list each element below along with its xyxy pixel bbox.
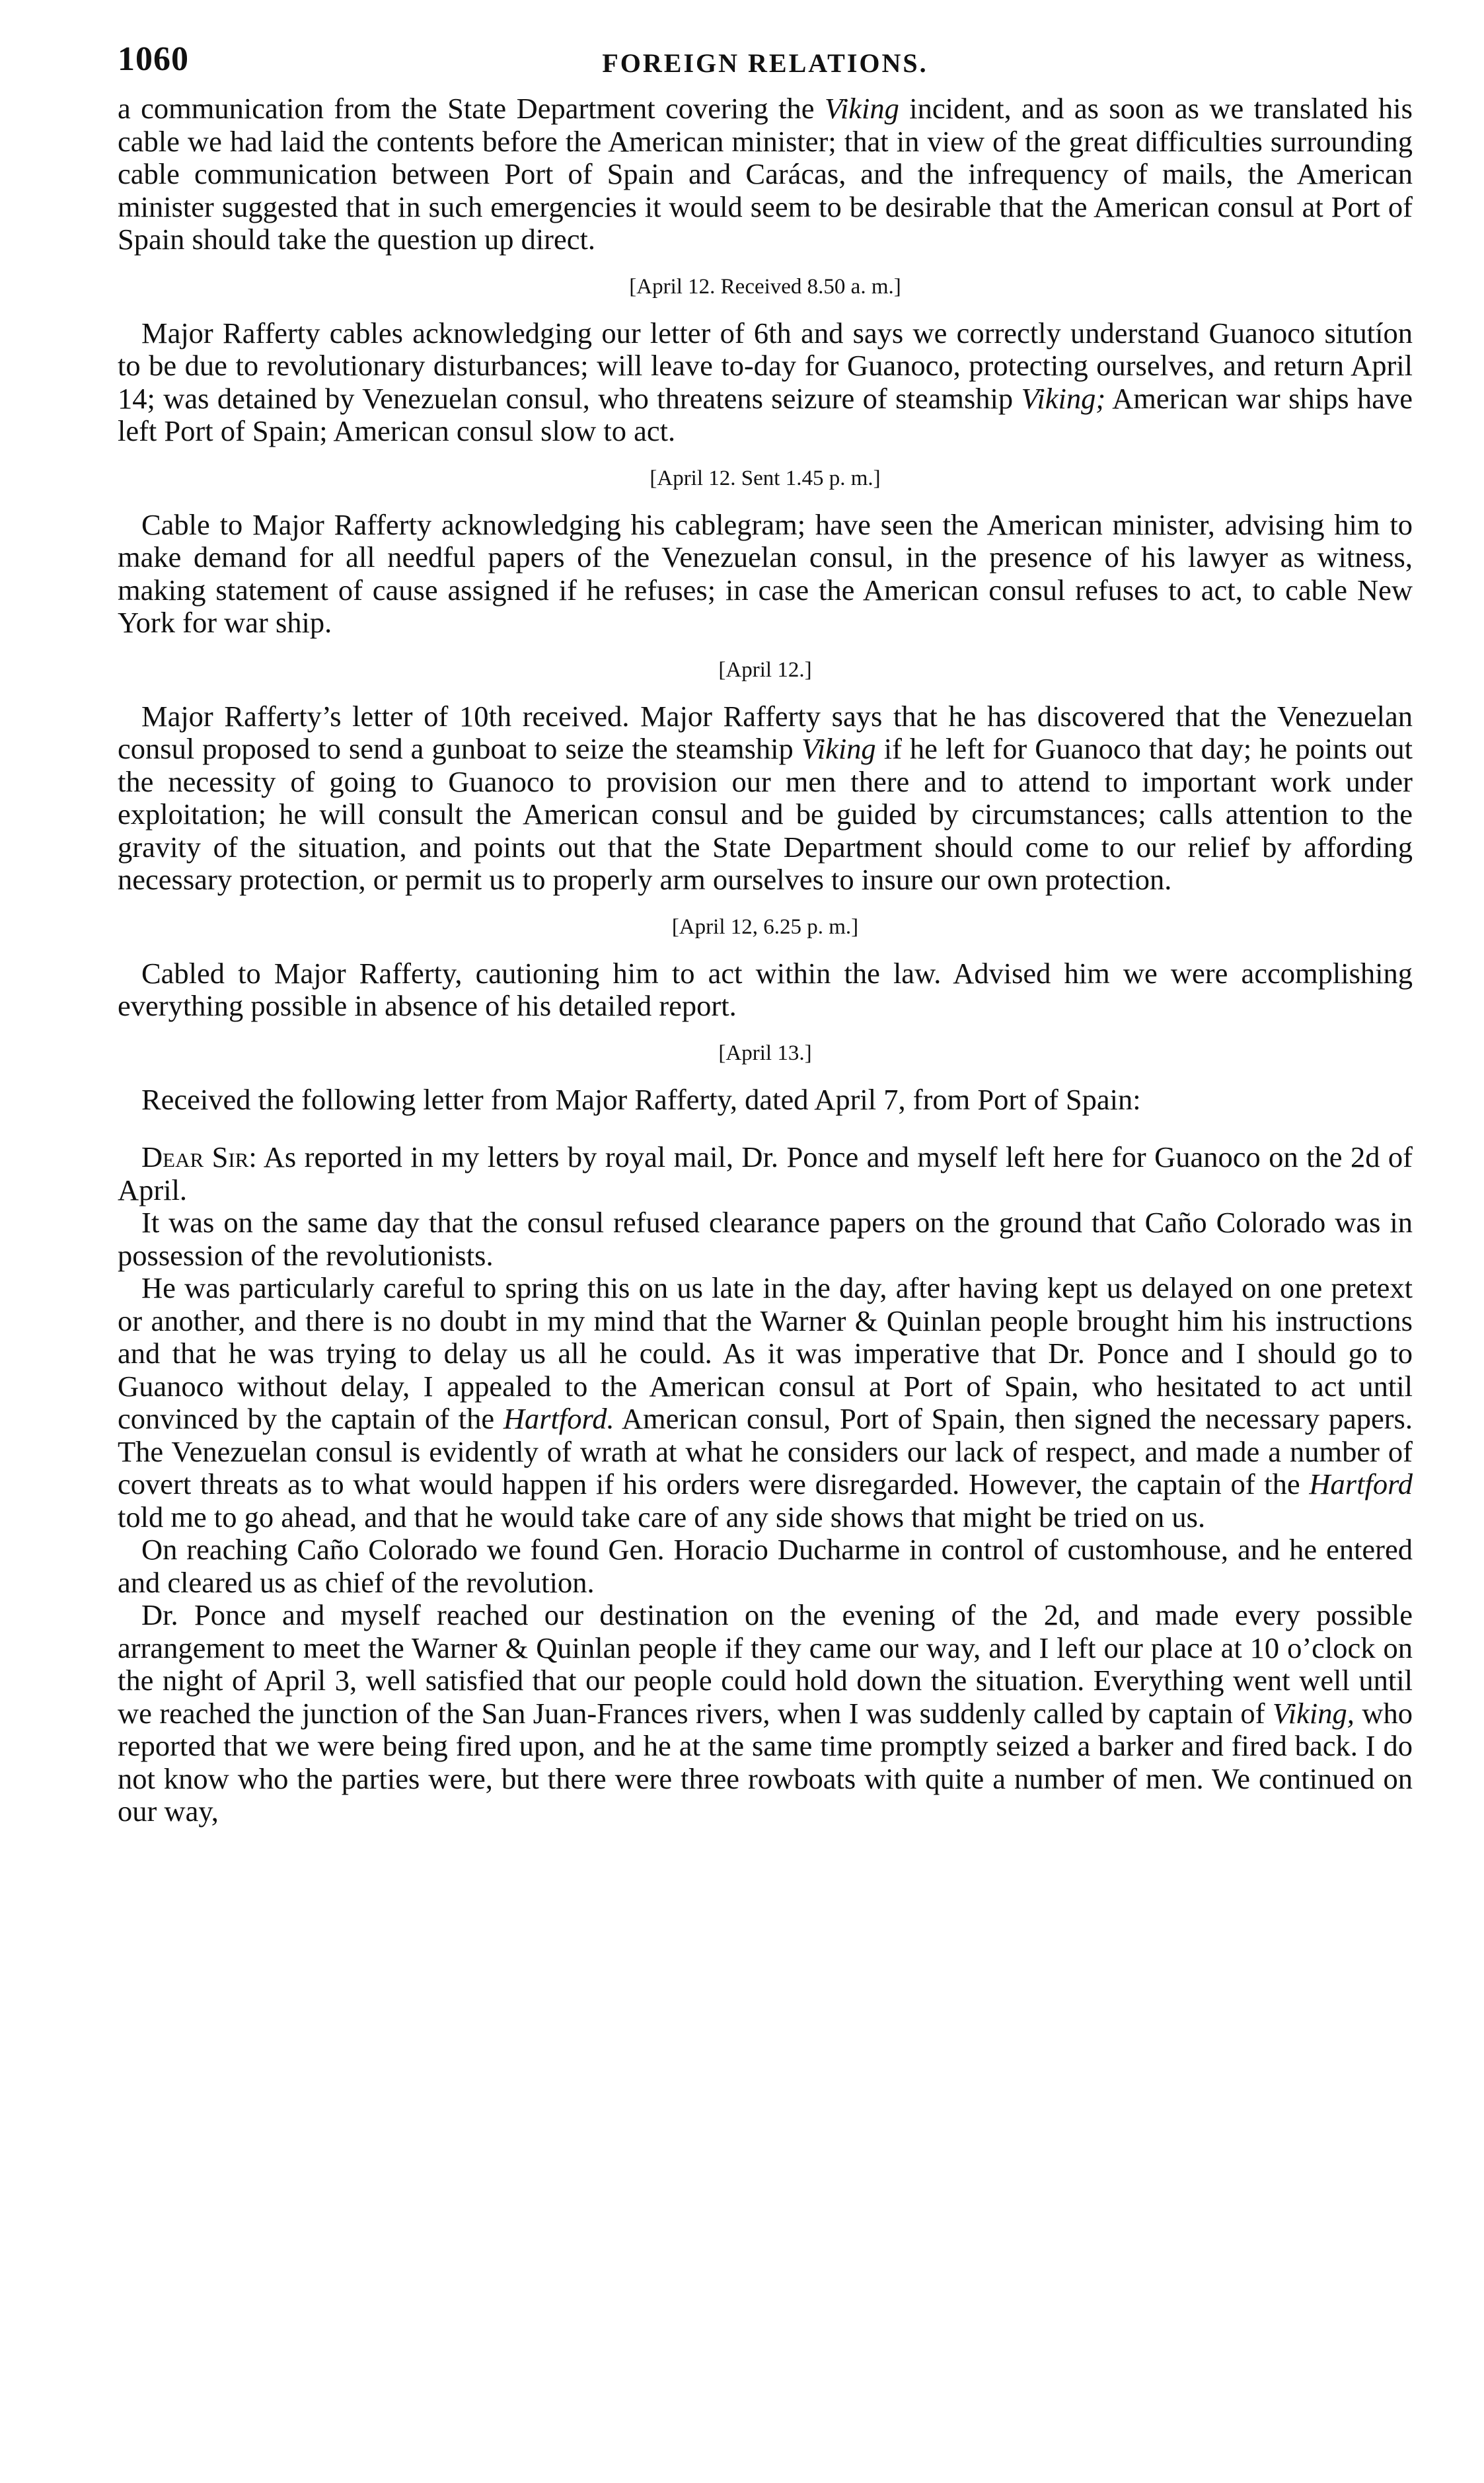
paragraph: Cabled to Major Rafferty, cautioning him to act within the law. Advised him we were accomplishing everything possible in absence of his detailed report. <box>118 956 1413 1022</box>
text-run: As reported in my letters by royal mail, Dr. Ponce and myself left here for Guanoco on the 2d of April. <box>118 1140 1413 1206</box>
paragraph <box>118 700 1413 897</box>
text-run: who reported that we were being fired upon, and he at the same time promptly seized a barker and fired back. I do not know who the parties were, but there were three rowboats with quite a number of men. We continued on our way, <box>118 1696 1413 1828</box>
text-run: Dr. Ponce and myself reached our destination on the evening of the 2d, and made every possible arrangement to meet the Warner & Quinlan people if they came our way, and I left our place at 10 o’clock on the night of April 3, well satisfied that our people could hold down the situation. Everything went well until we reached the junction of the San Juan-Frances rivers, when I was suddenly called by captain of <box>118 1598 1413 1730</box>
dateline: [April 13.] <box>718 1041 812 1065</box>
dateline: [April 12. Sent 1.45 p. m.] <box>649 466 881 490</box>
text-run: Major Rafferty’s letter of 10th received. Major Rafferty says that he has discovered that the Venezuelan consul proposed to send a gunboat to seize the steamship <box>118 699 1413 765</box>
letter-paragraph <box>118 1599 1413 1828</box>
paragraph <box>118 317 1413 448</box>
dateline: [April 12, 6.25 p. m.] <box>671 914 859 939</box>
page-header <box>118 40 1413 93</box>
text-run: told me to go ahead, and that he would take care of any side shows that might be tried on us. <box>118 1500 1206 1534</box>
text-run: Major Rafferty cables acknowledging our letter of 6th and says we correctly understand Guanoco situtíon to be due to revolutionary disturbances; will leave to-day for Guanoco, protecting ourselves, and return April 14; was detained by Venezuelan consul, who threatens seizure of steamship <box>118 316 1413 415</box>
running-head: FOREIGN RELATIONS. <box>602 48 928 78</box>
text-run: if he left for Guanoco that day; he points out the necessity of going to Guanoco to provision our men there and to attend to important work under exploitation; he will consult the American consul and be guided by circumstances; calls attention to the gravity of the situation, and points out that the State Department should come to our relief by affording necessary protection, or permit us to properly arm ourselves to insure our own protection. <box>118 732 1413 896</box>
dateline: [April 12. Received 8.50 a. m.] <box>629 274 901 299</box>
ship-name: Hartford. <box>503 1402 614 1435</box>
ship-name: Viking <box>824 92 899 125</box>
text-run: He was particularly careful to spring this on us late in the day, after having kept us delayed on one pretext or another, and there is no doubt in my mind that the Warner & Quinlan people brought him his instructions and that he was trying to delay us all he could. As it was imperative that Dr. Ponce and I should go to Guanoco without delay, I appealed to the American consul at Port of Spain, who hesitated to act until convinced by the captain of the <box>118 1271 1413 1435</box>
paragraph-continuation <box>118 93 1413 256</box>
body-text <box>118 93 1413 1828</box>
salutation: Dear Sir: <box>141 1140 257 1173</box>
text-run: American consul, Port of Spain, then signed the necessary papers. The Venezuelan consul is evidently of wrath at what he considers our lack of respect, and made a number of covert threats as to what would happen if his orders were disregarded. However, the captain of the <box>118 1402 1413 1501</box>
ship-name: Viking, <box>1272 1696 1354 1730</box>
text-run: American war ships have left Port of Spain; American consul slow to act. <box>118 381 1413 447</box>
text-run: a communication from the State Department covering the <box>118 92 825 125</box>
text-run: incident, and as soon as we translated his cable we had laid the contents before the American minister; that in view of the great difficulties surrounding cable communication between Port of Spain and Carácas, and the infrequency of mails, the American minister suggested that in such emergencies it would seem to be desirable that the American consul at Port of Spain should take the question up direct. <box>118 92 1413 256</box>
letter-paragraph: It was on the same day that the consul refused clearance papers on the ground that Caño Colorado was in possession of the revolutionists. <box>118 1206 1413 1272</box>
document-page <box>118 40 1413 1828</box>
paragraph: Received the following letter from Major Rafferty, dated April 7, from Port of Spain: <box>141 1082 1141 1116</box>
letter-paragraph <box>118 1272 1413 1534</box>
paragraph: Cable to Major Rafferty acknowledging his cablegram; have seen the American minister, advising him to make demand for all needful papers of the Venezuelan consul, in the presence of his lawyer as witness, making statement of cause assigned if he refuses; in case the American consul refuses to act, to cable New York for war ship. <box>118 507 1413 639</box>
ship-name: Viking; <box>1021 381 1106 415</box>
ship-name: Hartford <box>1309 1467 1413 1501</box>
page-number: 1060 <box>118 40 189 78</box>
letter-paragraph: On reaching Caño Colorado we found Gen. Horacio Ducharme in control of customhouse, and he entered and cleared us as chief of the revolution. <box>118 1533 1413 1599</box>
dateline: [April 12.] <box>718 657 812 682</box>
letter-paragraph <box>118 1141 1413 1206</box>
quoted-letter <box>118 1141 1413 1828</box>
ship-name: Viking <box>801 732 876 765</box>
